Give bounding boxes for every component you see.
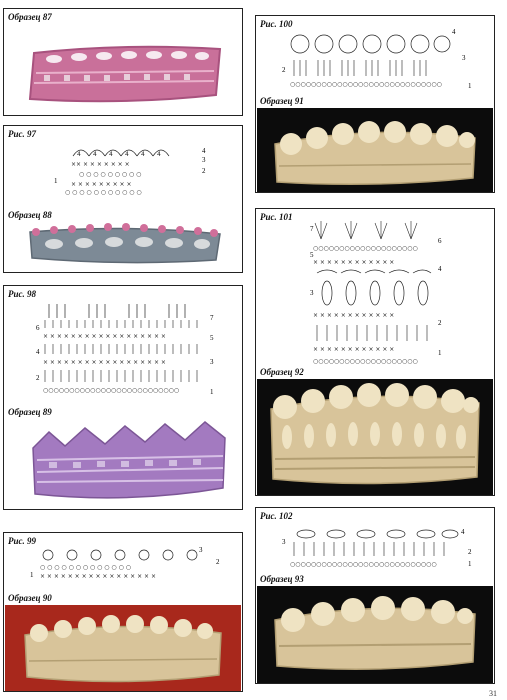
figure-101-row-5: 5 xyxy=(310,251,314,259)
sample-87-label: Образец 87 xyxy=(8,12,52,22)
figure-98-row-1: 1 xyxy=(210,388,214,396)
figure-98-diagram xyxy=(39,298,209,398)
figure-99-row-2: 2 xyxy=(216,558,220,566)
svg-text:4: 4 xyxy=(157,151,161,158)
svg-text:4: 4 xyxy=(77,151,81,158)
svg-text:× × × × × × × × ×: × × × × × × × × × xyxy=(71,181,132,188)
sample-89-photo xyxy=(29,418,229,506)
figure-97-panel xyxy=(3,125,243,273)
figure-102-row-1: 1 xyxy=(468,560,472,568)
figure-101-row-6: 6 xyxy=(438,237,442,245)
svg-text:×× × × × × × × ×: ×× × × × × × × × xyxy=(71,161,130,168)
svg-text:4: 4 xyxy=(125,151,129,158)
figure-101-diagram xyxy=(311,217,436,367)
figure-99-diagram xyxy=(34,545,214,581)
figure-100-panel xyxy=(255,15,495,193)
figure-98-row-6: 6 xyxy=(36,324,40,332)
figure-99-row-1: 1 xyxy=(30,571,34,579)
figure-98-row-7: 7 xyxy=(210,314,214,322)
figure-99-panel xyxy=(3,532,243,692)
page-number: 31 xyxy=(489,689,497,698)
sample-92-label: Образец 92 xyxy=(260,367,304,377)
figure-98-label: Рис. 98 xyxy=(8,289,36,299)
figure-101-label: Рис. 101 xyxy=(260,212,293,222)
sample-92-photo xyxy=(257,379,493,495)
sample-91-label: Образец 91 xyxy=(260,96,304,106)
figure-100-row-3: 3 xyxy=(462,54,466,62)
figure-98-row-4: 4 xyxy=(36,348,40,356)
figure-101-panel xyxy=(255,208,495,496)
figure-97-diagram xyxy=(59,142,199,198)
svg-text:× × × × × × × × × × × × × × ×: × × × × × × × × × × × × × × × × × xyxy=(40,573,156,580)
figure-102-panel xyxy=(255,507,495,684)
svg-text:○○○○○○○○○○○○○○○○○○○○○○○○○○: ○○○○○○○○○○○○○○○○○○○○○○○○○○ xyxy=(43,387,180,394)
sample-88-photo xyxy=(24,222,224,270)
svg-text:4: 4 xyxy=(109,151,113,158)
figure-99-row-3: 3 xyxy=(199,546,203,554)
figure-98-panel xyxy=(3,285,243,510)
figure-102-row-3: 3 xyxy=(282,538,286,546)
figure-98-row-2: 2 xyxy=(36,374,40,382)
svg-text:× × × × × × × × × × × ×: × × × × × × × × × × × × xyxy=(313,346,395,353)
figure-101-row-2: 2 xyxy=(438,319,442,327)
sample-88-label: Образец 88 xyxy=(8,210,52,220)
figure-98-row-3: 3 xyxy=(210,358,214,366)
svg-text:× × × × × × × × × × × × × × ×: × × × × × × × × × × × × × × × × × × xyxy=(43,333,166,340)
figure-102-diagram xyxy=(286,520,466,568)
figure-100-diagram xyxy=(286,30,466,90)
figure-97-row-1: 1 xyxy=(54,177,58,185)
svg-text:○ ○ ○ ○ ○ ○ ○ ○ ○ ○ ○ ○ ○: ○ ○ ○ ○ ○ ○ ○ ○ ○ ○ ○ ○ ○ xyxy=(40,564,131,571)
figure-102-label: Рис. 102 xyxy=(260,511,293,521)
svg-text:4: 4 xyxy=(141,151,145,158)
figure-97-row-4: 4 xyxy=(202,147,206,155)
svg-text:○○○○○○○○○○○○○○○○○○○○: ○○○○○○○○○○○○○○○○○○○○ xyxy=(313,245,418,252)
svg-text:× × × × × × × × × × × × × × ×: × × × × × × × × × × × × × × × × × × xyxy=(43,359,166,366)
figure-100-label: Рис. 100 xyxy=(260,19,293,29)
figure-97-label: Рис. 97 xyxy=(8,129,36,139)
figure-101-row-7: 7 xyxy=(310,225,314,233)
sample-91-photo xyxy=(257,108,493,192)
svg-text:○○○○○○○○○○○○○○○○○○○○○○○○○○○○○: ○○○○○○○○○○○○○○○○○○○○○○○○○○○○○ xyxy=(290,81,442,88)
svg-text:4: 4 xyxy=(93,151,97,158)
sample-93-photo xyxy=(257,586,493,683)
figure-98-row-5: 5 xyxy=(210,334,214,342)
sample-90-label: Образец 90 xyxy=(8,593,52,603)
figure-101-row-4: 4 xyxy=(438,265,442,273)
svg-text:× × × × × × × × × × × ×: × × × × × × × × × × × × xyxy=(313,312,395,319)
figure-97-row-2: 2 xyxy=(202,167,206,175)
svg-text:○ ○ ○ ○ ○ ○ ○ ○ ○ ○ ○: ○ ○ ○ ○ ○ ○ ○ ○ ○ ○ ○ xyxy=(65,189,142,196)
sample-93-label: Образец 93 xyxy=(260,574,304,584)
figure-102-row-4: 4 xyxy=(461,528,465,536)
sample-90-photo xyxy=(5,605,241,691)
figure-97-row-3: 3 xyxy=(202,156,206,164)
sample-87-photo xyxy=(24,39,224,111)
figure-102-row-2: 2 xyxy=(468,548,472,556)
figure-101-row-1: 1 xyxy=(438,349,442,357)
svg-text:○○○○○○○○○○○○○○○○○○○○: ○○○○○○○○○○○○○○○○○○○○ xyxy=(313,358,418,365)
sample-87-panel xyxy=(3,8,243,116)
sample-89-label: Образец 89 xyxy=(8,407,52,417)
figure-100-row-1: 1 xyxy=(468,82,472,90)
figure-100-row-4: 4 xyxy=(452,28,456,36)
svg-text:○○○○○○○○○○○○○○○○○○○○○○○○○○○○: ○○○○○○○○○○○○○○○○○○○○○○○○○○○○ xyxy=(290,561,437,568)
figure-101-row-3: 3 xyxy=(310,289,314,297)
figure-99-label: Рис. 99 xyxy=(8,536,36,546)
svg-text:× × × × × × × × × × × ×: × × × × × × × × × × × × xyxy=(313,259,395,266)
figure-100-row-2: 2 xyxy=(282,66,286,74)
svg-text:○ ○ ○ ○ ○ ○ ○ ○ ○: ○ ○ ○ ○ ○ ○ ○ ○ ○ xyxy=(79,171,142,178)
